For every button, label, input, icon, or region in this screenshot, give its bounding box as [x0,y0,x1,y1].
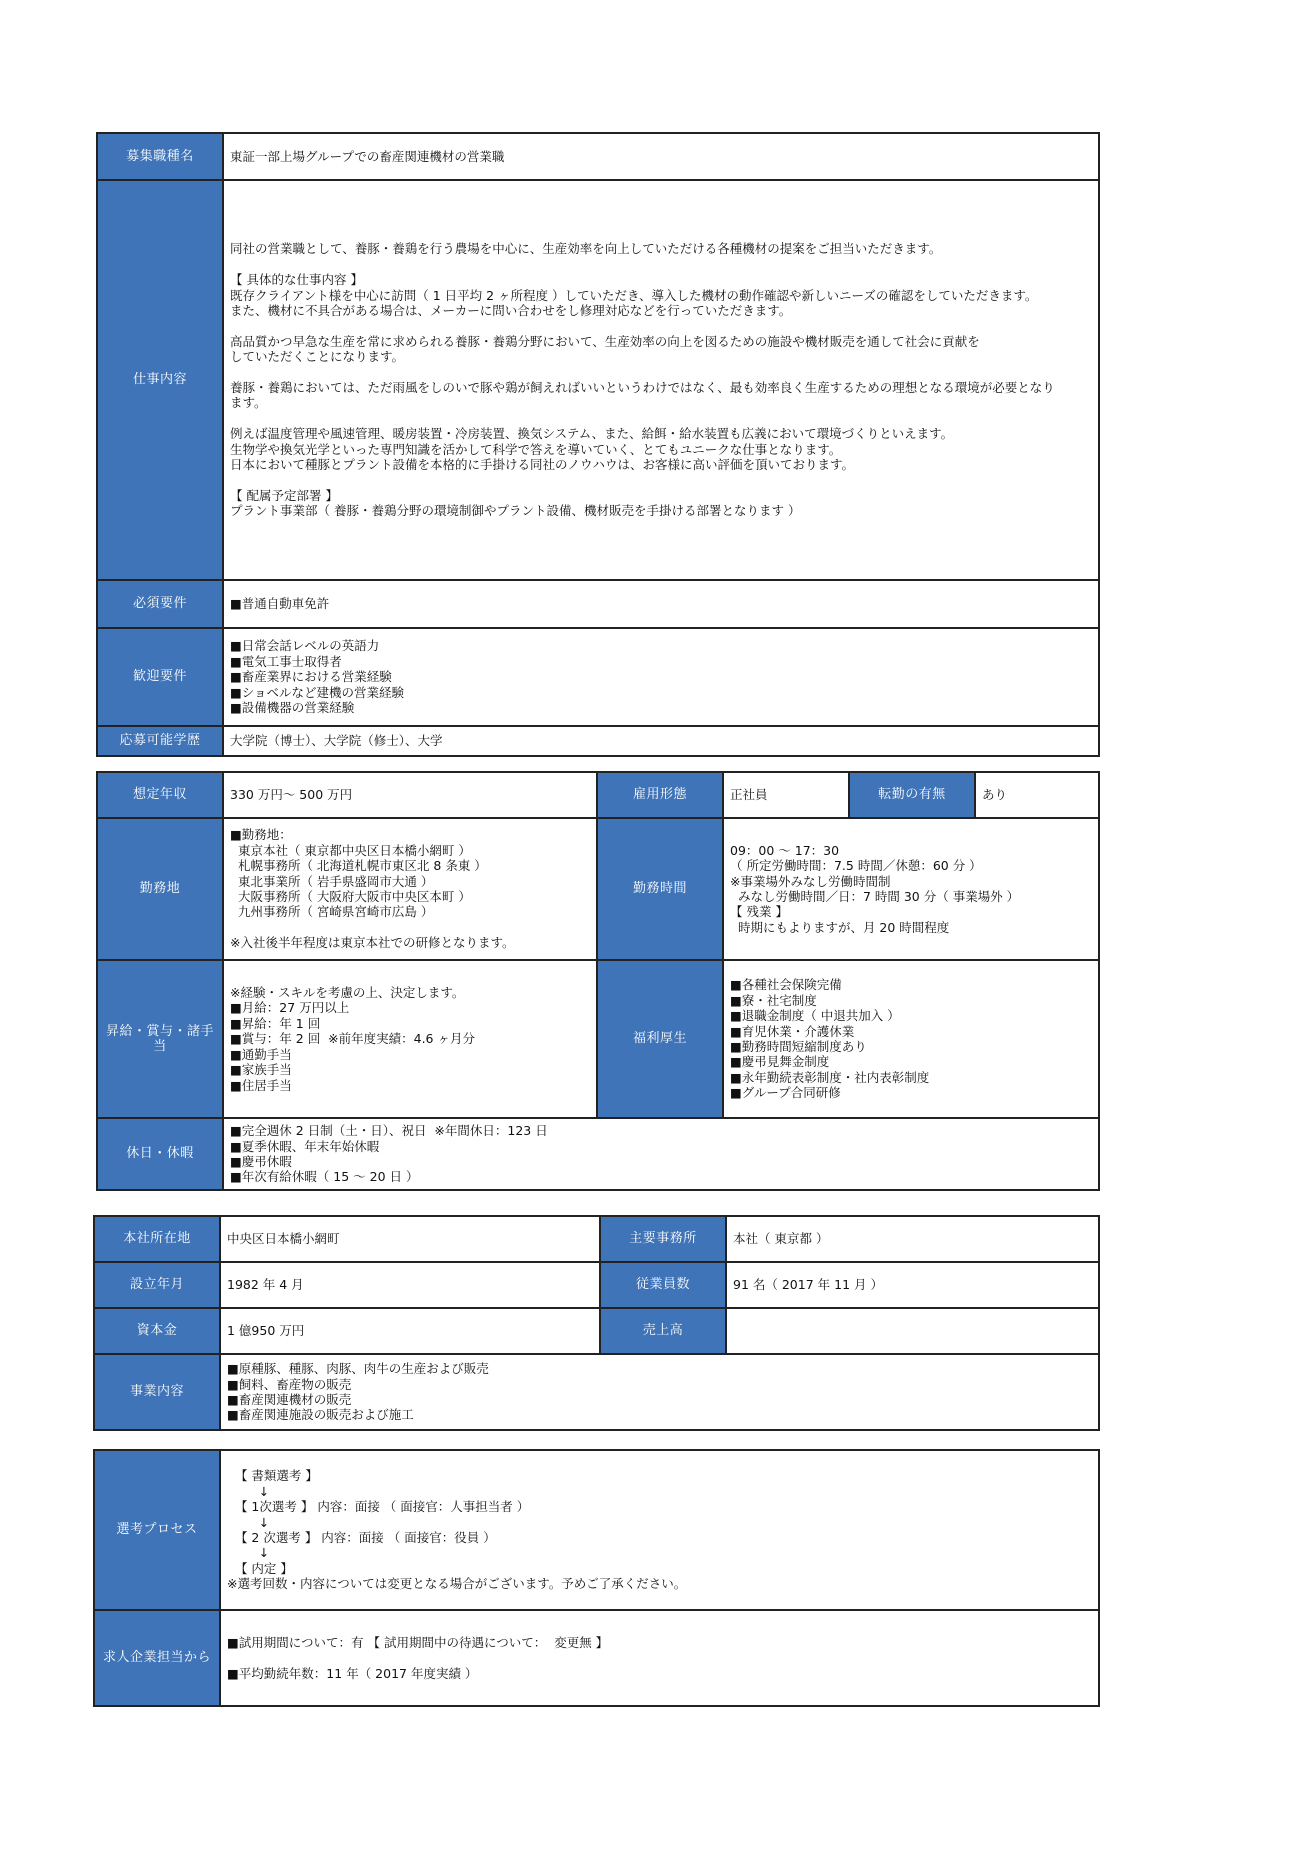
employment-label: 雇用形態 [597,772,723,818]
job-description-row [97,180,1099,580]
employees-label: 従業員数 [600,1262,726,1308]
from-company-label: 求人企業担当から [94,1610,220,1706]
raise-label: 昇給・賞与・諸手当 [97,960,223,1118]
holidays-value: ■完全週休 2 日制（土・日）、祝日 ※年間休日：123 日 ■夏季休暇、年末年始休暇 ■慶弔休暇 ■年次有給休暇（ 15 ～ 20 日 ） [223,1118,1099,1190]
hq-value: 中央区日本橋小網町 [220,1216,600,1262]
business-row [94,1354,1099,1430]
welcome-row [97,628,1099,726]
job-title-value: 東証一部上場グループでの畜産関連機材の営業職 [223,133,1099,180]
hours-label: 勤務時間 [597,818,723,960]
business-value: ■原種豚、種豚、肉豚、肉牛の生産および販売 ■飼料、畜産物の販売 ■畜産関連機材の販売 ■畜産関連施設の販売および施工 [220,1354,1099,1430]
holidays-label: 休日・休暇 [97,1118,223,1190]
hours-value: 09：00 ～ 17：30 （ 所定労働時間：7.5 時間／休憩：60 分 ） ※事業場外みなし労働時間制 みなし労働時間／日：7 時間 30 分（ 事業場外 ） 【 残業 】 時期にもよりますが、月 20 時間程度 [723,818,1099,960]
transfer-value: あり [975,772,1099,818]
founded-row [94,1262,1099,1308]
conditions-table [96,771,1100,1191]
welcome-value: ■日常会話レベルの英語力 ■電気工事士取得者 ■畜産業界における営業経験 ■ショベルなど建機の営業経験 ■設備機器の営業経験 [223,628,1099,726]
transfer-label: 転勤の有無 [849,772,975,818]
process-value: 【 書類選考 】 ↓ 【 1次選考 】 内容：面接 （ 面接官：人事担当者 ） ↓ 【 2 次選考 】 内容：面接 （ 面接官：役員 ） ↓ 【 内定 】 ※選考回数・内容については変更となる場合がございます。予めご了承ください。 [220,1450,1099,1610]
welfare-value: ■各種社会保険完備 ■寮・社宅制度 ■退職金制度（ 中退共加入 ） ■育児休業・介護休業 ■勤務時間短縮制度あり ■慶弔見舞金制度 ■永年勤続表彰制度・社内表彰制度 ■グループ合同研修 [723,960,1099,1118]
from-company-value: ■試用期間について：有 【 試用期間中の待遇について： 変更無 】 ■平均勤続年数：11 年（ 2017 年度実績 ） [220,1610,1099,1706]
from-company-row [94,1610,1099,1706]
required-row [97,580,1099,628]
process-label: 選考プロセス [94,1450,220,1610]
process-row [94,1450,1099,1610]
sales-value [726,1308,1099,1354]
job-overview-table [96,132,1100,757]
job-description-label: 仕事内容 [97,180,223,580]
hq-label: 本社所在地 [94,1216,220,1262]
education-label: 応募可能学歴 [97,726,223,756]
welfare-label: 福利厚生 [597,960,723,1118]
capital-row [94,1308,1099,1354]
employees-value: 91 名（ 2017 年 11 月 ） [726,1262,1099,1308]
selection-table [93,1449,1100,1707]
location-value: ■勤務地： 東京本社（ 東京都中央区日本橋小網町 ） 札幌事務所（ 北海道札幌市東区北 8 条東 ） 東北事業所（ 岩手県盛岡市大通 ） 大阪事務所（ 大阪府大阪市中央区本町 ） 九州事務所（ 宮崎県宮崎市広島 ） ※入社後半年程度は東京本社での研修となります。 [223,818,597,960]
education-value: 大学院（博士）、大学院（修士）、大学 [223,726,1099,756]
location-label: 勤務地 [97,818,223,960]
capital-value: 1 億950 万円 [220,1308,600,1354]
hq-row [94,1216,1099,1262]
required-value: ■普通自動車免許 [223,580,1099,628]
salary-label: 想定年収 [97,772,223,818]
salary-row [97,772,1099,818]
founded-label: 設立年月 [94,1262,220,1308]
main-office-label: 主要事務所 [600,1216,726,1262]
holidays-row [97,1118,1099,1190]
required-label: 必須要件 [97,580,223,628]
job-title-row [97,133,1099,180]
welcome-label: 歓迎要件 [97,628,223,726]
raise-value: ※経験・スキルを考慮の上、決定します。 ■月給：27 万円以上 ■昇給：年 1 回 ■賞与：年 2 回 ※前年度実績：4.6 ヶ月分 ■通勤手当 ■家族手当 ■住居手当 [223,960,597,1118]
job-description-value: 同社の営業職として、養豚・養鶏を行う農場を中心に、生産効率を向上していただける各種機材の提案をご担当いただきます。 【 具体的な仕事内容 】 既存クライアント様を中心に訪問（ 1 日平均 2 ヶ所程度 ）していただき、導入した機材の動作確認や新しいニーズの確認をしていただきます。 また、機材に不具合がある場合は、メーカーに問い合わせをし修理対応などを行っていただきます。 高品質かつ早急な生産を常に求められる養豚・養鶏分野において、生産効率の向上を図るための施設や機材販売を通して社会に貢献を していただくことになります。 養豚・養鶏においては、ただ雨風をしのいで豚や鶏が飼えればいいというわけではなく、最も効率良く生産するための理想となる環境が必要となり ます。 例えば温度管理や風速管理、暖房装置・冷房装置、換気システム、また、給餌・給水装置も広義において環境づくりといえます。 生物学や換気光学といった専門知識を活かして科学で答えを導いていく、とてもユニークな仕事となります。 日本において種豚とプラント設備を本格的に手掛ける同社のノウハウは、お客様に高い評価を頂いております。 【 配属予定部署 】 プラント事業部（ 養豚・養鶏分野の環境制御やプラント設備、機材販売を手掛ける部署となります ） [223,180,1099,580]
main-office-value: 本社（ 東京都 ） [726,1216,1099,1262]
company-table [93,1215,1100,1431]
employment-value: 正社員 [723,772,849,818]
business-label: 事業内容 [94,1354,220,1430]
location-row [97,818,1099,960]
salary-value: 330 万円～ 500 万円 [223,772,597,818]
education-row [97,726,1099,756]
raise-row [97,960,1099,1118]
sales-label: 売上高 [600,1308,726,1354]
founded-value: 1982 年 4 月 [220,1262,600,1308]
capital-label: 資本金 [94,1308,220,1354]
job-title-label: 募集職種名 [97,133,223,180]
